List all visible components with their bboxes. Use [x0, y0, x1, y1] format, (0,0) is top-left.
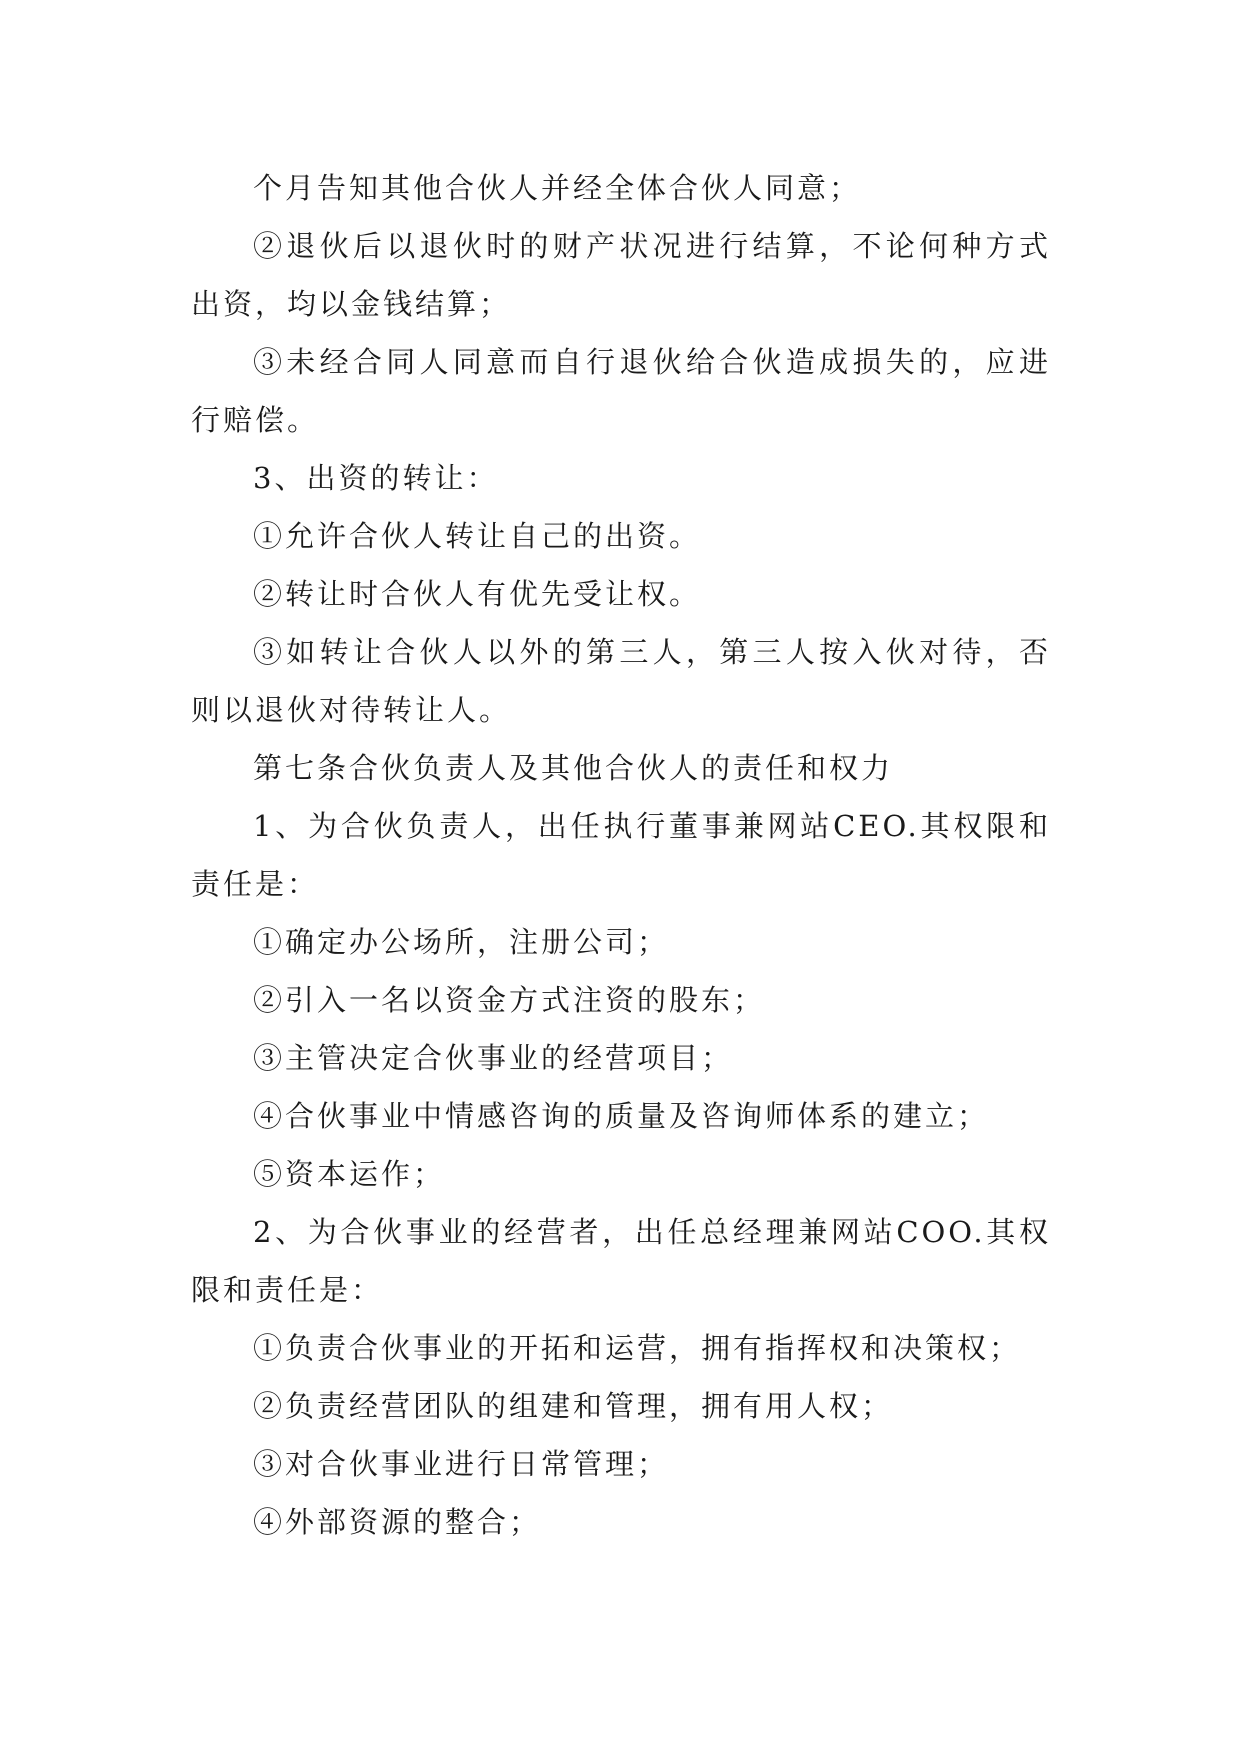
paragraph: 1、为合伙负责人，出任执行董事兼网站CEO.其权限和责任是： — [191, 809, 1051, 901]
paragraph: ③主管决定合伙事业的经营项目； — [253, 1041, 734, 1075]
paragraph: 2、为合伙事业的经营者，出任总经理兼网站COO.其权限和责任是： — [191, 1215, 1051, 1307]
paragraph: ⑤资本运作； — [253, 1157, 446, 1191]
paragraph: ③对合伙事业进行日常管理； — [253, 1447, 670, 1481]
section-heading: 第七条合伙负责人及其他合伙人的责任和权力 — [253, 751, 894, 785]
paragraph: ②引入一名以资金方式注资的股东； — [253, 983, 766, 1017]
paragraph: ③如转让合伙人以外的第三人，第三人按入伙对待，否则以退伙对待转让人。 — [191, 635, 1051, 727]
document-body — [191, 159, 1051, 1551]
paragraph: ②退伙后以退伙时的财产状况进行结算，不论何种方式出资，均以金钱结算； — [191, 229, 1051, 321]
paragraph: ①负责合伙事业的开拓和运营，拥有指挥权和决策权； — [253, 1331, 1022, 1365]
paragraph: ①允许合伙人转让自己的出资。 — [253, 519, 702, 553]
paragraph: ②转让时合伙人有优先受让权。 — [253, 577, 702, 611]
paragraph: 个月告知其他合伙人并经全体合伙人同意； — [253, 171, 862, 205]
paragraph: 3、出资的转让： — [253, 461, 499, 495]
paragraph: ④合伙事业中情感咨询的质量及咨询师体系的建立； — [253, 1099, 990, 1133]
paragraph: ④外部资源的整合； — [253, 1505, 542, 1539]
paragraph: ②负责经营团队的组建和管理，拥有用人权； — [253, 1389, 894, 1423]
paragraph: ③未经合同人同意而自行退伙给合伙造成损失的，应进行赔偿。 — [191, 345, 1051, 437]
paragraph: ①确定办公场所，注册公司； — [253, 925, 670, 959]
